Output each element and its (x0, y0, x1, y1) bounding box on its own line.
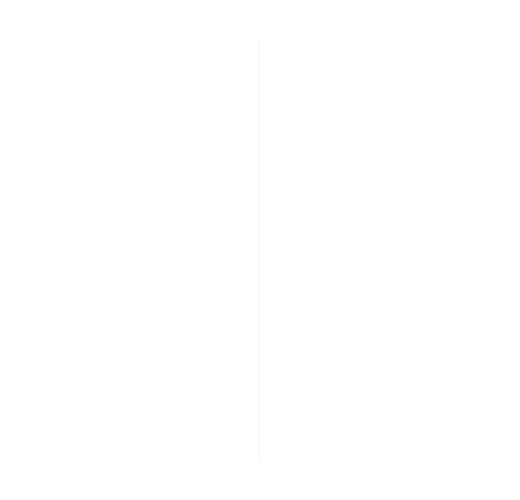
section-heading (485, 60, 489, 390)
right-page-columns (270, 60, 495, 390)
gutter (259, 40, 260, 460)
left-page-columns (25, 60, 255, 390)
left-page (25, 60, 255, 440)
right-page (270, 60, 495, 440)
